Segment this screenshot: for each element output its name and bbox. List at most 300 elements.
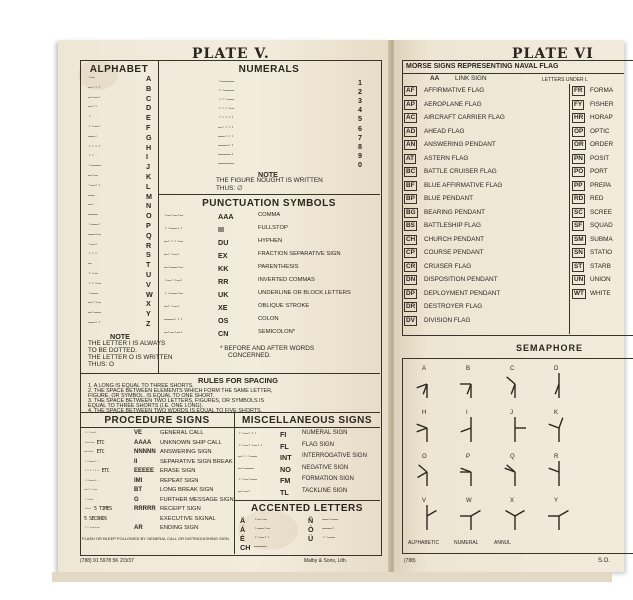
- numeral-morse: ···——: [218, 96, 234, 104]
- semaphore-letter-label: B: [466, 366, 471, 372]
- morse-flag-header: MORSE SIGNS REPRESENTING NAVAL FLAG: [406, 63, 559, 70]
- alphabet-morse: —·—·: [88, 93, 101, 101]
- semaphore-letter-label: Y: [554, 498, 559, 504]
- punct-name: UNDERLINE OR BLOCK LETTERS: [258, 290, 351, 296]
- alphabet-letter: W: [146, 289, 153, 299]
- semaphore-figure: [414, 418, 440, 444]
- semaphore-letter: [414, 454, 440, 484]
- plate-v-title: PLATE V.: [192, 46, 270, 62]
- proc-morse: ···—·—: [84, 525, 100, 531]
- proc-code: II: [134, 458, 138, 465]
- numeral-morse: ———··: [218, 141, 234, 149]
- flag-code: AP: [406, 100, 415, 108]
- alphabet-letter: X: [146, 299, 151, 309]
- alphabet-morse: ——: [88, 191, 95, 199]
- divider: [234, 412, 235, 554]
- divider: [158, 61, 159, 373]
- alphabet-morse: —···: [88, 83, 101, 91]
- semaphore-letter: [414, 366, 440, 396]
- flag-name: ORDER: [590, 141, 614, 148]
- semaphore-letter-label: J: [510, 410, 513, 416]
- alphabet-morse: ———: [88, 211, 98, 219]
- misc-code: NO: [280, 464, 291, 474]
- misc-name: NEGATIVE SIGN: [302, 464, 349, 471]
- punct-morse: —····—: [164, 238, 183, 245]
- alphabet-morse: ··—·: [88, 123, 101, 130]
- misc-code: FL: [280, 441, 289, 451]
- flag-code: SF: [574, 222, 583, 229]
- semaphore-letter: [546, 454, 572, 484]
- alphabet-morse: —·——: [88, 309, 101, 317]
- alphabet-letter: E: [146, 113, 151, 123]
- alphabet-letter: V: [146, 279, 151, 289]
- flag-code: ST: [574, 262, 583, 270]
- punct-morse: ·—·—·—: [164, 212, 183, 219]
- alphabet-morse: ——··: [88, 319, 101, 326]
- flag-code: SN: [574, 249, 583, 256]
- accented-header: ACCENTED LETTERS: [251, 503, 363, 514]
- proc-code: AR: [134, 525, 143, 531]
- semaphore-letter: [502, 454, 528, 484]
- flag-name: AEROPLANE FLAG: [424, 100, 482, 108]
- alphabet-morse: ···: [88, 250, 98, 258]
- semaphore-arm: [471, 511, 481, 517]
- semaphore-arm: [549, 424, 559, 428]
- semaphore-letter: [414, 498, 440, 528]
- flag-name: PORT: [590, 168, 608, 175]
- flag-code: FY: [574, 100, 583, 108]
- flag-name: CRUISER FLAG: [424, 262, 472, 270]
- proc-name: GENERAL CALL: [160, 430, 204, 436]
- alphabet-morse: —··: [88, 103, 98, 111]
- link-sign-code: AA: [430, 75, 440, 82]
- flag-code: BF: [406, 181, 415, 189]
- flag-name: DIVISION FLAG: [424, 316, 471, 324]
- numeral-digit: 9: [358, 150, 362, 160]
- punct-code: EX: [218, 251, 228, 260]
- semaphore-arm: [515, 511, 525, 517]
- alphabet-letter: A: [146, 74, 152, 83]
- semaphore-letter: [458, 498, 484, 528]
- spacing-rule: 2. THE SPACE BETWEEN ELEMENTS WHICH FORM THE SAME LETTER,: [88, 388, 273, 394]
- acc-morse: ··——: [322, 534, 335, 541]
- flag-name: CHURCH PENDANT: [424, 235, 485, 243]
- semaphore-letter-label: A: [422, 366, 427, 372]
- semaphore-arm: [461, 428, 471, 432]
- punct-code: RR: [218, 277, 229, 286]
- semaphore-figure: [458, 506, 484, 532]
- divider: [235, 427, 380, 428]
- misc-morse: —·—·: [238, 487, 251, 495]
- semaphore-letter: [502, 410, 528, 440]
- sem-label: NUMERAL: [454, 540, 479, 546]
- flag-name: ANSWERING PENDANT: [424, 141, 496, 148]
- acc-letter: Á: [240, 525, 246, 534]
- flag-name: AIRCRAFT CARRIER FLAG: [424, 114, 505, 121]
- proc-morse: ······ ETC: [84, 468, 110, 474]
- acc-letter: Ñ: [308, 516, 314, 525]
- semaphore-title: SEMAPHORE: [516, 343, 584, 353]
- alphabet-letter: R: [146, 240, 152, 250]
- numerals-note-title: NOTE: [258, 170, 278, 179]
- alphabet-letter: B: [146, 83, 152, 93]
- numeral-morse: ——···: [218, 132, 234, 140]
- spacing-rule: 3. THE SPACE BETWEEN TWO LETTERS, FIGURES, OR SYMBOLS IS: [88, 398, 265, 404]
- numeral-digit: 8: [358, 141, 362, 151]
- divider: [81, 373, 380, 374]
- semaphore-figure: [414, 374, 440, 400]
- spacing-rule: 1. A LONG IS EQUAL TO THREE SHORTS.: [88, 383, 194, 389]
- alphabet-letter: F: [146, 123, 151, 132]
- semaphore-arm: [417, 424, 427, 428]
- acc-letter: Ü: [308, 534, 314, 543]
- proc-name: EXECUTIVE SIGNAL: [160, 515, 216, 522]
- alphabet-morse: ··: [88, 152, 95, 160]
- flag-code: CP: [406, 249, 415, 256]
- semaphore-letter-label: I: [466, 410, 468, 416]
- punct-name: INVERTED COMMAS: [258, 277, 315, 283]
- proc-name: REPEAT SIGN: [160, 477, 199, 484]
- semaphore-arm: [559, 418, 563, 428]
- proc-name: ERASE SIGN: [160, 468, 196, 474]
- flag-code: AD: [406, 127, 416, 135]
- numeral-morse: ————·: [218, 150, 234, 158]
- left-page: [58, 40, 390, 572]
- alphabet-header: ALPHABET: [89, 64, 149, 75]
- numeral-morse: ····—: [218, 105, 234, 113]
- flag-name: SQUAD: [590, 222, 613, 229]
- semaphore-arm: [427, 511, 437, 517]
- flag-name: RED: [590, 195, 604, 202]
- punct-name: HYPHEN: [258, 238, 283, 244]
- flag-name: FORMA: [590, 87, 614, 94]
- misc-name: INTERROGATIVE SIGN: [302, 453, 367, 459]
- flag-name: SCREE: [590, 208, 613, 216]
- semaphore-figure: [546, 418, 572, 444]
- flag-code: SC: [574, 208, 583, 216]
- punct-code: III: [218, 225, 224, 234]
- semaphore-arm: [549, 468, 559, 472]
- misc-code: TL: [280, 487, 289, 497]
- proc-code: BT: [134, 487, 142, 493]
- semaphore-figure: [458, 462, 484, 488]
- punct-name: FRACTION SEPARATIVE SIGN: [258, 251, 341, 257]
- semaphore-figure: [502, 462, 528, 488]
- punct-name: COMMA: [258, 212, 281, 218]
- flag-code: DP: [406, 289, 415, 297]
- spacing-rule: FIGURE, OR SYMBOL, IS EQUAL TO ONE SHORT.: [88, 393, 215, 399]
- numeral-digit: 1: [358, 78, 362, 87]
- alphabet-morse: ·——: [88, 289, 98, 297]
- punct-morse: —·——·—: [164, 264, 183, 271]
- flag-name: HORAP: [590, 114, 613, 121]
- numeral-digit: 4: [358, 105, 362, 115]
- numeral-morse: ·····: [218, 114, 234, 122]
- punct-name: PARENTHESIS: [258, 264, 299, 270]
- semaphore-letter: [502, 498, 528, 528]
- numeral-digit: 3: [358, 96, 362, 106]
- proc-code: IMI: [134, 477, 143, 484]
- alphabet-note-title: NOTE: [110, 332, 130, 341]
- alphabet-letter: D: [146, 103, 152, 113]
- alphabet-letter: K: [146, 172, 152, 181]
- punct-name: COLON: [258, 316, 279, 322]
- flag-code: OR: [574, 141, 584, 148]
- semaphore-arm: [506, 511, 516, 517]
- flag-name: DEPLOYMENT PENDANT: [424, 289, 501, 297]
- alphabet-morse: ·—: [88, 74, 95, 81]
- misc-header: MISCELLANEOUS SIGNS: [241, 415, 373, 426]
- flag-name: FISHER: [590, 100, 614, 108]
- punct-name: FULLSTOP: [258, 225, 288, 231]
- misc-name: FORMATION SIGN: [302, 476, 354, 482]
- semaphore-figure: [502, 506, 528, 532]
- alphabet-letter: J: [146, 162, 150, 172]
- flag-name: WHITE: [590, 289, 611, 297]
- alphabet-letter: I: [146, 152, 148, 162]
- flag-code: BC: [406, 168, 416, 175]
- proc-morse: —·—· ETC: [84, 449, 105, 455]
- flag-code: OP: [574, 127, 584, 135]
- semaphore-letter-label: H: [422, 410, 427, 416]
- semaphore-letter-label: R: [554, 454, 559, 460]
- flag-code: RD: [574, 195, 584, 202]
- footer-so: S.O.: [598, 558, 611, 564]
- misc-morse: ··—·——: [238, 476, 257, 483]
- punct-morse: —·—·—·: [164, 329, 183, 336]
- alphabet-letter: T: [146, 260, 151, 270]
- semaphore-figure: [414, 462, 440, 488]
- numeral-digit: 6: [358, 123, 362, 133]
- spacing-header: RULES FOR SPACING: [198, 376, 279, 385]
- semaphore-letter: [546, 366, 572, 396]
- flag-code: CR: [406, 262, 416, 270]
- flag-name: ASTERN FLAG: [424, 154, 469, 162]
- semaphore-arm: [559, 511, 569, 517]
- punct-name: SEMICOLON*: [258, 329, 296, 335]
- numeral-morse: ··———: [218, 87, 234, 95]
- numeral-morse: —————: [218, 159, 234, 167]
- semaphore-letter-label: P: [466, 454, 471, 460]
- flag-name: BATTLE CRUISER FLAG: [424, 168, 497, 175]
- alphabet-morse: ·——·: [88, 221, 101, 228]
- acc-letter: CH: [240, 543, 251, 552]
- misc-code: FM: [280, 476, 291, 485]
- plate-vi-title: PLATE VI: [512, 46, 594, 62]
- punct-name: OBLIQUE STROKE: [258, 303, 310, 309]
- punctuation-header: PUNCTUATION SYMBOLS: [202, 198, 336, 209]
- flag-name: BEARING PENDANT: [424, 208, 486, 216]
- alphabet-morse: —·: [88, 201, 95, 209]
- flag-name: COURSE PENDANT: [424, 249, 484, 256]
- sem-label: ANNUL: [494, 540, 511, 546]
- flag-name: DISPOSITION PENDANT: [424, 276, 498, 283]
- alphabet-morse: ·—·: [88, 240, 98, 248]
- semaphore-letter-label: O: [422, 454, 427, 460]
- numeral-digit: 7: [358, 132, 362, 142]
- flag-code: AN: [406, 141, 416, 148]
- numerals-header: NUMERALS: [238, 64, 300, 75]
- alphabet-letter: Y: [146, 309, 151, 319]
- punct-morse: —··—·: [164, 251, 180, 258]
- semaphore-arm: [419, 465, 427, 472]
- punct-code: AAA: [218, 212, 234, 221]
- misc-code: INT: [280, 453, 292, 462]
- flag-code: AT: [406, 154, 415, 162]
- alphabet-letter: S: [146, 250, 151, 260]
- punct-morse: ··——··: [164, 225, 183, 232]
- flag-name: STATIO: [590, 249, 613, 256]
- link-sign-name: LINK SIGN: [455, 75, 487, 82]
- flag-code: PO: [574, 168, 584, 175]
- divider: [81, 427, 234, 428]
- flag-name: AHEAD FLAG: [424, 127, 465, 135]
- flag-code: HR: [574, 114, 584, 121]
- punct-morse: ··——·—: [164, 290, 183, 297]
- alphabet-letter: H: [146, 142, 152, 152]
- footer-printer: Malby & Sons, Lith.: [304, 558, 348, 564]
- proc-name: SEPARATIVE SIGN BREAK: [160, 458, 233, 465]
- misc-code: FI: [280, 430, 287, 439]
- alphabet-morse: —: [88, 260, 92, 268]
- proc-morse: ··——··: [84, 477, 100, 484]
- punct-morse: ·—··—·: [164, 277, 183, 284]
- acc-morse: ——·——: [322, 516, 338, 523]
- alphabet-morse: ——·—: [88, 230, 101, 238]
- misc-morse: ··—··—··: [238, 441, 263, 449]
- proc-morse: 5 SECONDS: [84, 515, 107, 522]
- proc-code: EEEEE: [134, 468, 155, 474]
- punct-code: CN: [218, 329, 229, 338]
- alphabet-letter: Q: [146, 230, 152, 240]
- proc-code: G: [134, 496, 139, 503]
- flag-code: BS: [406, 222, 415, 229]
- footer-print-code: (788) 91 5978 5K 2/3/37: [80, 558, 134, 564]
- flag-name: AFFIRMATIVE FLAG: [424, 87, 485, 94]
- semaphore-figure: [414, 506, 440, 532]
- flag-code: DV: [406, 316, 415, 324]
- proc-morse: ··——··: [84, 458, 100, 465]
- punct-code: DU: [218, 238, 229, 247]
- footer-print-code: (788): [404, 558, 416, 564]
- flag-name: BLUE AFFIRMATIVE FLAG: [424, 181, 503, 189]
- acc-morse: ————: [254, 543, 267, 550]
- proc-code: RRRRR: [134, 506, 156, 512]
- alphabet-letter: U: [146, 270, 152, 279]
- semaphore-letter-label: D: [554, 366, 559, 372]
- flag-name: PREPA: [590, 181, 612, 189]
- misc-morse: ··—···: [238, 430, 257, 437]
- semaphore-figure: [458, 374, 484, 400]
- semaphore-figure: [546, 374, 572, 400]
- sem-label: ALPHABETIC: [408, 540, 440, 546]
- misc-name: NUMERAL SIGN: [302, 430, 348, 436]
- punct-code: XE: [218, 303, 228, 312]
- flag-code: PN: [574, 154, 583, 162]
- numerals-note-line: THE FIGURE NOUGHT IS WRITTEN: [216, 177, 323, 184]
- flag-code: DN: [406, 276, 416, 283]
- acc-morse: ··—··: [254, 534, 270, 541]
- alphabet-morse: ····: [88, 142, 101, 150]
- semaphore-figure: [546, 462, 572, 488]
- alphabet-letter: Z: [146, 319, 151, 328]
- flag-name: SUBMA: [590, 235, 613, 243]
- alphabet-note-line: THE LETTER O IS WRITTEN: [88, 354, 173, 361]
- flag-name: BATTLESHIP FLAG: [424, 222, 481, 229]
- punct-code: UK: [218, 290, 229, 299]
- alphabet-morse: ···—: [88, 279, 101, 287]
- spacing-rule: 4. THE SPACE BETWEEN TWO WORDS IS EQUAL TO FIVE SHORTS.: [88, 408, 263, 414]
- punct-code: KK: [218, 264, 229, 273]
- flag-code: SM: [574, 235, 584, 243]
- semaphore-letter: [546, 498, 572, 528]
- alphabet-morse: ·—··: [88, 181, 101, 189]
- acc-letter: É: [240, 534, 245, 543]
- alphabet-morse: ·———: [88, 162, 101, 170]
- divider: [569, 84, 570, 334]
- alphabet-letter: G: [146, 132, 152, 142]
- divider: [235, 500, 380, 501]
- flag-name: DESTROYER FLAG: [424, 303, 483, 310]
- flag-name: STARB: [590, 262, 611, 270]
- spacing-rule: EQUAL TO THREE SHORTS (I.E. ONE LONG).: [88, 403, 204, 409]
- semaphore-letter: [414, 410, 440, 440]
- alphabet-letter: C: [146, 93, 152, 103]
- flag-code: AF: [406, 87, 415, 94]
- alphabet-morse: ·: [88, 113, 92, 121]
- alphabet-morse: —··—: [88, 299, 101, 307]
- semaphore-letter-label: X: [510, 498, 515, 504]
- misc-morse: —·———: [238, 464, 254, 472]
- semaphore-letter: [546, 410, 572, 440]
- flag-name: POSIT: [590, 154, 610, 162]
- semaphore-figure: [502, 374, 528, 400]
- punct-code: OS: [218, 316, 229, 325]
- flag-name: UNION: [590, 276, 611, 283]
- semaphore-figure: [502, 418, 528, 444]
- semaphore-arm: [418, 472, 428, 478]
- link-sign-row: [430, 75, 487, 82]
- proc-name: FURTHER MESSAGE SIGN: [160, 496, 234, 503]
- alphabet-note-line: THUS: O: [88, 361, 114, 368]
- flag-code: PP: [574, 181, 583, 189]
- semaphore-letter-label: W: [466, 498, 472, 504]
- procedure-subnote: FLASH OR BLEEP FOLLOWED BY GENERAL CALL OR DISTINGUISHING SIGN: [82, 536, 229, 541]
- alphabet-note-line: TO BE DOTTED.: [88, 347, 137, 354]
- flag-code: BP: [406, 195, 415, 202]
- punctuation-footnote: * BEFORE AND AFTER WORDS: [220, 345, 315, 352]
- proc-name: ENDING SIGN: [160, 525, 199, 531]
- numeral-morse: —····: [218, 123, 234, 131]
- misc-name: FLAG SIGN: [302, 441, 335, 448]
- alphabet-letter: O: [146, 211, 152, 221]
- acc-morse: ·—·—: [254, 516, 267, 523]
- proc-name: RECEIPT SIGN: [160, 506, 201, 512]
- proc-morse: ··—·: [84, 496, 95, 503]
- proc-morse: —···—: [84, 487, 97, 493]
- alphabet-note-line: THE LETTER I IS ALWAYS: [88, 340, 166, 347]
- acc-morse: ·——·—: [254, 525, 270, 532]
- numerals-note-line: THUS: ∅: [216, 185, 243, 192]
- letters-under-label: LETTERS UNDER L: [542, 77, 588, 83]
- divider: [403, 73, 624, 74]
- numeral-digit: 5: [358, 114, 362, 124]
- alphabet-letter: N: [146, 201, 152, 211]
- alphabet-morse: ——·: [88, 132, 98, 140]
- proc-morse: ···—·: [84, 430, 97, 436]
- proc-code: AAAA: [134, 439, 152, 446]
- semaphore-letter: [458, 366, 484, 396]
